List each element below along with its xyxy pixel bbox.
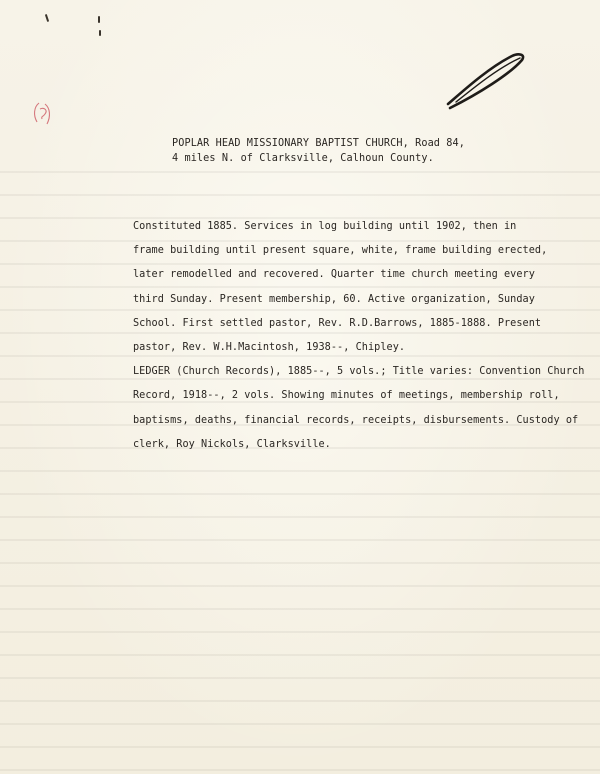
body-line: Constituted 1885. Services in log building until 1902, then in bbox=[133, 221, 517, 232]
body-line: baptisms, deaths, financial records, receipts, disbursements. Custody of bbox=[133, 414, 579, 426]
corner-tick-mark bbox=[98, 16, 100, 23]
body-line: clerk, Roy Nickols, Clarksville. bbox=[133, 438, 331, 450]
document-heading bbox=[172, 136, 472, 166]
corner-tick-mark bbox=[99, 30, 101, 36]
body-line: School. First settled pastor, Rev. R.D.Barrows, 1885-1888. Present bbox=[133, 317, 542, 329]
body-line: later remodelled and recovered. Quarter time church meeting every bbox=[133, 269, 535, 281]
handwritten-check-mark bbox=[440, 48, 540, 118]
body-line: third Sunday. Present membership, 60. Active organization, Sunday bbox=[133, 293, 535, 305]
body-line: pastor, Rev. W.H.Macintosh, 1938--, Chipley. bbox=[133, 342, 406, 354]
body-line: Record, 1918--, 2 vols. Showing minutes of meetings, membership roll, bbox=[133, 390, 560, 402]
body-line: LEDGER (Church Records), 1885--, 5 vols.; Title varies: Convention Church bbox=[133, 366, 585, 378]
red-stamp-mark bbox=[31, 100, 53, 128]
corner-tick-mark bbox=[45, 14, 49, 22]
document-body bbox=[133, 215, 585, 457]
body-line: frame building until present square, white, frame building erected, bbox=[133, 245, 548, 257]
heading-line: POPLAR HEAD MISSIONARY BAPTIST CHURCH, Road 84, bbox=[172, 138, 465, 149]
heading-line: 4 miles N. of Clarksville, Calhoun County. bbox=[172, 153, 434, 164]
